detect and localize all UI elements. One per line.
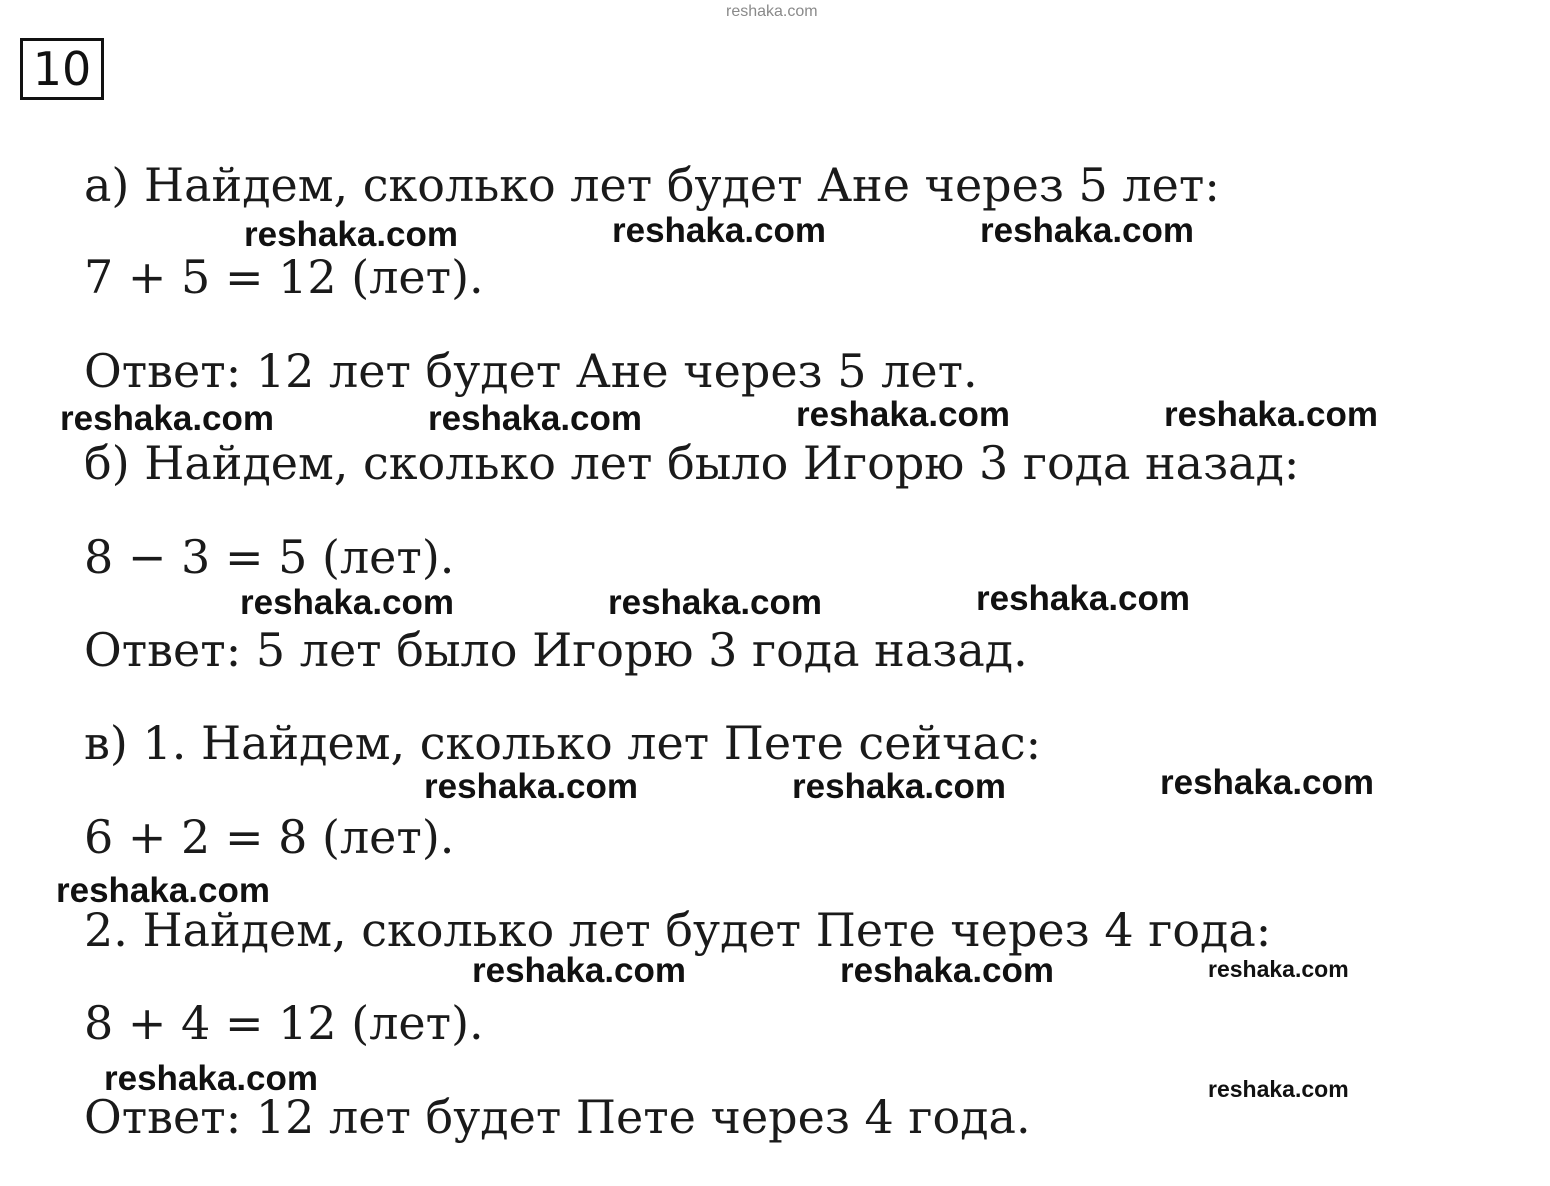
watermark: reshaka.com [792, 767, 1007, 806]
part-c-step2-question: 2. Найдем, сколько лет будет Пете через 4 года: [84, 903, 1272, 957]
watermark: reshaka.com [424, 767, 639, 806]
part-a-answer: Ответ: 12 лет будет Ане через 5 лет. [84, 344, 978, 398]
watermark: reshaka.com [980, 211, 1195, 250]
part-b-question: б) Найдем, сколько лет было Игорю 3 года назад: [84, 436, 1300, 490]
part-a-equation: 7 + 5 = 12 (лет). [84, 250, 484, 304]
watermark: reshaka.com [56, 871, 271, 910]
part-c-answer: Ответ: 12 лет будет Пете через 4 года. [84, 1090, 1031, 1144]
part-b-answer: Ответ: 5 лет было Игорю 3 года назад. [84, 623, 1028, 677]
watermark: reshaka.com [1208, 956, 1349, 982]
watermark: reshaka.com [726, 3, 818, 20]
part-c-step1-equation: 6 + 2 = 8 (лет). [84, 810, 455, 864]
watermark: reshaka.com [244, 215, 459, 254]
part-c-step1-question: в) 1. Найдем, сколько лет Пете сейчас: [84, 716, 1042, 770]
part-b-equation: 8 − 3 = 5 (лет). [84, 530, 455, 584]
watermark: reshaka.com [428, 399, 643, 438]
exercise-number: 10 [20, 38, 104, 100]
watermark: reshaka.com [612, 211, 827, 250]
watermark: reshaka.com [1164, 395, 1379, 434]
watermark: reshaka.com [60, 399, 275, 438]
watermark: reshaka.com [104, 1059, 319, 1098]
watermark: reshaka.com [1160, 763, 1375, 802]
watermark: reshaka.com [472, 951, 687, 990]
watermark: reshaka.com [1208, 1076, 1349, 1102]
part-c-step2-equation: 8 + 4 = 12 (лет). [84, 996, 484, 1050]
watermark: reshaka.com [608, 583, 823, 622]
watermark: reshaka.com [796, 395, 1011, 434]
watermark: reshaka.com [976, 579, 1191, 618]
part-a-question: а) Найдем, сколько лет будет Ане через 5 лет: [84, 158, 1220, 212]
watermark: reshaka.com [240, 583, 455, 622]
watermark: reshaka.com [840, 951, 1055, 990]
